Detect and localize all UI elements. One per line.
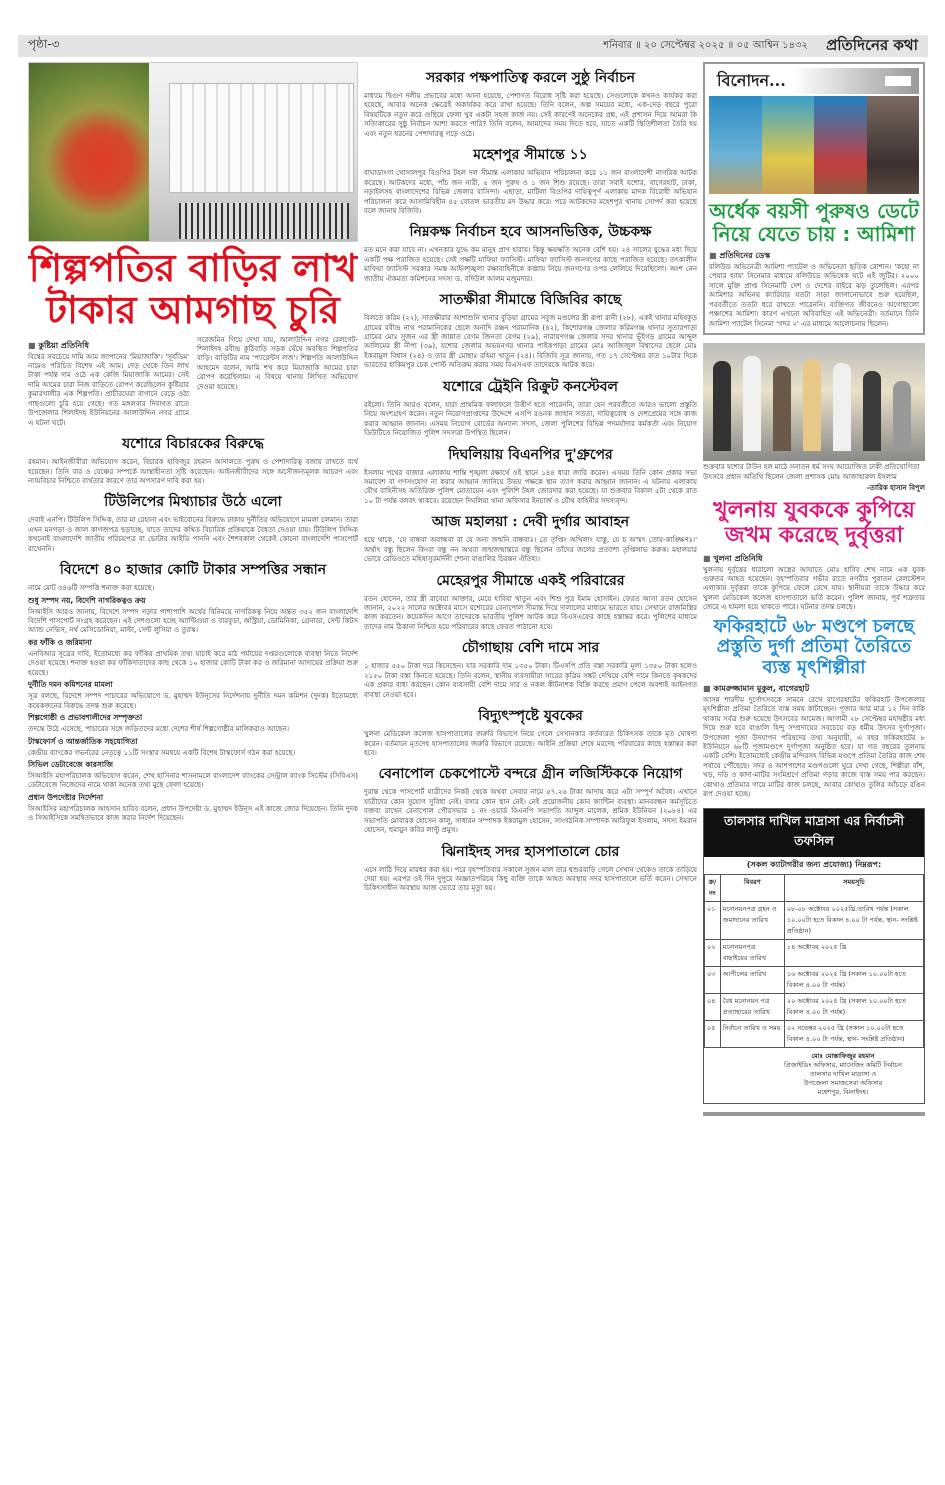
- section-headline[interactable]: ঝিনাইদহ সদর হাসপাতালে চোর: [441, 843, 620, 860]
- section-body: রইলো। তিনি আরও বলেন, যারা প্রাথমিক ফলাফলে উত্তীর্ণ হতে পারেননি, তারা যেন পরবর্তীতে আরও ভালো প্রস্তুতি নিয়ে অংশগ্রহণ করেন। নতুন নিয়োগপ্রাপ্তদের উদ্দেশে এসপি রওনক জাহান সততা, দায়িত্ববোধ ও দেশপ্রেমের সঙ্গে কাজ করার আহ্বান জানান। এসময় নিয়োগ বোর্ডের অন্যান্য সদস্য, জেলা পুলিশের বিভিন্ন পদমর্যাদার কর্মকর্তা এবং নিয়োগ ডিউটিতে নিয়োজিত পুলিশ সদস্যরা উপস্থিত ছিলেন।: [364, 400, 697, 438]
- section-headline[interactable]: সাতক্ষীরা সীমান্তে বিজিবির কাছে: [439, 292, 622, 309]
- table-header: ক্র/নং: [705, 874, 721, 901]
- signature-line: মহেশপুর, ঝিনাইদহ।: [817, 1087, 869, 1096]
- lead-body-b: সরেজমিন গিয়ে দেখা যায়, আলাউদ্দিন নগর রেলগেট-শিলাইদহ রবীন্দ্র কুঠিবাড়ি সড়ক ঘেঁষে অবস্থিত শিল্পপতির বাড়ি। বাড়িটির নাম 'প্যারেন্টস লজ'। শিল্পপতি আলাউদ্দিন আহমেদ বলেন, আমি শখ করে মিয়াজাকি আমের চারা রোপণ করেছিলাম। এ বিষয়ে থানায় লিখিত অভিযোগ দেওয়া হয়েছে।: [197, 335, 358, 391]
- election-notice: [703, 808, 925, 1104]
- middle-sections: [364, 66, 697, 894]
- section-body: রহমান। আইনজীবীরা অভিযোগ করেন, বিচারক হাফিজুর রহমান আদালতে পুরুষ ও পেশাদারিত্ব বজায় রাখতে ব্যর্থ হয়েছেন। তিনি বার ও বেঞ্চের সম্পর্কে আস্থাহীনতা সৃষ্টি করেছেন। আইনজীবীদের সঙ্গে অসৌজন্যমূলক আচরণ এবং ন্যায়বিচার নিশ্চিতে ব্যর্থতার কারণে তার অপসারণ দাবি করা হয়।: [28, 458, 358, 485]
- table-cell: ০৪: [705, 993, 721, 1020]
- signature-line: তালসার দাখিল মাদ্রাসা ও: [809, 1069, 877, 1078]
- schedule-table: [704, 874, 924, 1048]
- table-cell: ০৮-০৮ অক্টোবর ২০২৫খ্রি.তারিখ পর্যন্ত (সকাল ১০.০০টা হতে বিকাল ৪.০০ টা পর্যন্ত, স্থান- সংশ্লিষ্ট প্রতিষ্ঠান): [784, 901, 923, 939]
- bottom-rule: [703, 1112, 925, 1116]
- section-subheading: শিল্পগোষ্ঠী ও প্রভাবশালীদের সম্পৃক্ততা: [28, 713, 143, 723]
- table-cell: ১৪ অক্টোবর ২০২৫ খ্রি: [784, 939, 923, 966]
- section-headline[interactable]: যশোরে ট্রেইনি রিক্রুট কনস্টেবল: [443, 378, 618, 395]
- section-headline[interactable]: চৌগাছায় বেশি দামে সার: [461, 640, 600, 657]
- table-row: [705, 1020, 924, 1047]
- signature-line: উপজেলা সমাজসেবা অফিসার: [803, 1078, 883, 1087]
- section-body: মত মনে করা যাবে না। এখনকার যুদ্ধে কম মানুষ প্রাণ হারায়। কিন্তু ক্ষয়ক্ষতি অনেক বেশি হয়। ২৪ সালের যুদ্ধের মধ্য দিয়ে একটি পক্ষ পরাজিত হয়েছে। সেই পক্ষটি মাফিয়া ফ্যাসিস্ট। মাফিয়া ফ্যাসিস্ট জনগণের কাছে পরাজিত হয়েছে। তৎকালীন মাফিয়া ফ্যাসিস্ট সরকার সমস্ত আইনশৃঙ্খলা রক্ষাবাহিনীকে কব্জায় নিয়ে জনগণের ওপর লেলিয়ে দিয়েছিলো। অংশ নেন জাতীয় ঐকমত্য কমিশনের সদস্য ড. বদিউল আলম মজুমদার।: [364, 246, 697, 283]
- entertainment-box: [703, 62, 925, 335]
- mansion-mango-photo: [28, 62, 358, 242]
- table-cell: ০২ নভেম্বর ২০২৫ খ্রি (সকাল ১০.০০টা হতে বিকাল ৪.০০ টা পর্যন্ত, স্থান- সংশ্লিষ্ট প্রতিষ্ঠান): [784, 1020, 923, 1047]
- photo-4: [867, 96, 920, 194]
- photo-3: [814, 96, 867, 194]
- table-cell: ০৩: [705, 966, 721, 993]
- entertainment-headline[interactable]: অর্ধেক বয়সী পুরুষও ডেটে নিয়ে যেতে চায় : আমিশা: [709, 199, 919, 246]
- section-body: সিআইসির মহাপরিচালক আহসান হাবিব বলেন, প্রধান উপদেষ্টা ড. মুহাম্মদ ইউনূস এই কাজে জোর দিয়েছেন। তিনি দুদক ও সিআইসিকে সমন্বিতভাবে কাজ করার নির্দেশ দিয়েছেন।: [28, 804, 358, 823]
- section-headline[interactable]: সরকার পক্ষপাতিত্ব করলে সুষ্ঠু নির্বাচন: [426, 70, 635, 86]
- photo-1: [709, 96, 762, 194]
- entertainment-byline: ■ প্রতিদিনের ডেস্ক: [709, 250, 919, 263]
- right-column: [703, 62, 925, 1467]
- durga-byline: ■ কামরুজ্জামান মুকুল, বাগেরহাট: [703, 683, 925, 696]
- section-body: নামে মোট ৩৪৬টি সম্পত্তি শনাক্ত করা হয়েছে।: [28, 584, 155, 593]
- section-headline[interactable]: বেনাপোল চেকপোস্টে বন্দরে গ্রীন লজিস্টিককে নিয়োগ: [378, 766, 683, 783]
- section-body: সিআইসি মহাপরিচালক অভিযোগ করেন, শেখ হাসিনার শাসনামলে বাংলাদেশ ব্যাংকের সেন্ট্রাল ব্যাংক সিস্টেম (সিবিএস) ডেটাবেজে নিজেদের নামে থাকা অনেক তথ্য মুছে ফেলা হয়েছে।: [28, 771, 358, 790]
- section-headline[interactable]: টিউলিপের মিথ্যাচার উঠে এলো: [104, 494, 282, 511]
- table-cell: ১৬ অক্টোবর ২০২৫ খ্রি (সকাল ১০.০০টা হতে বিকাল ৪.০০ টা পর্যন্ত): [784, 966, 923, 993]
- entertainment-body: বলিউড অভিনেত্রী আমিশা প্যাটেল ও অভিনেতা হৃতিক রোশান। 'কহো না পেয়ার হ্যায়' সিনেমার মাধ্যমে বলিউডে অভিষেক ঘটে এই জুটির। ২০০০ সালে মুক্তি প্রাপ্ত সিনেমাটি দেশ ও দেশের বাইরে ঝড় তুলেছিল। এরপর আমিশার অভিনয় ক্যারিয়ার যতটা সাড়া জাগানোভাবে শুরু হয়েছিল, পরবর্তীতে ততটা ধরে রাখতে পারেননি। ব্যক্তিগত জীবনেও অগোছালো পঞ্চাশের আমিশা। কারণ এখনো অবিবাহিত এই অভিনেত্রী। বর্তমানে তিনি আমিশা প্যাটেল সিনেমা 'গদর ২' এর মাধ্যমে আলোচনায় ছিলেন।: [709, 263, 919, 328]
- signature-line: মোঃ মোস্তাফিজুর রহমান: [811, 1051, 875, 1060]
- section-body: দুরান্ত থেকে পাসপোর্ট যাত্রীদের নিকট থেকে অথবা সেবার নামে ৫৭.২৬ টাকা আদায় করে এটা সম্পূর্ণ অবৈধ। এখানে যাত্রীদের কোন সুযোগ সুবিধা নেই। বসার কোন স্থান নেই। নেই প্রয়োজনীয় কোন ক্যান্টিন ব্যবস্থা। মানববন্ধন কর্মসূচিতে বক্তব্য রাখেন বেনাপোল পৌরসভার ১ নং ওয়ার্ড বিএনপি সভাপতি আব্দুল মালেক, শ্রমিক ইউনিয়ন (২০৮৪) এর সভাপতি মোবারক হোসেন কালু, সাধারন সম্পাদক ইকরামুল হোসেন, সাংগঠনিক সম্পাদক আরিফুল ইসলাম, সদস্য ইমরান হোসেন, হুমায়ুন কবির লাল্টু প্রমুখ।: [364, 788, 697, 835]
- lead-byline: ■ কুষ্টিয়া প্রতিনিধি: [28, 340, 189, 353]
- khulna-byline: ■ খুলনা প্রতিনিধি: [703, 553, 925, 566]
- section-body: এনবিআর সূত্রের দাবি, ইতোমধ্যে কর ফাঁকির প্রাথমিক তথ্য যাচাই করে মাঠ পর্যায়ের দপ্তরগুলোকে ব্যবস্থা নিতে নির্দেশ দেওয়া হয়েছে। শনাক্ত হওয়া কর ফাঁকিদাতাদের কাছ থেকে ১০ হাজার কোটি টাকা কর ও জরিমানা আদায়ের প্রক্রিয়া শুরু হয়েছে।: [28, 649, 358, 677]
- photo-caption: শুক্রবার যশোর টাউন হল মাঠে সনাতন ধর্ম সংঘ আয়োজিত ঢাকী প্রতিযোগিতা উৎসবে প্রধান অতিথি ছিলেন জেলা প্রশাসক মোঃ আজাহারুল ইসলাম: [703, 463, 920, 481]
- notice-subtitle: (সকল ক্যাটাগরীর জন্য প্রযোজ্য) নিম্নরূপ:: [746, 859, 882, 869]
- section-body: তদন্তে উঠে এসেছে, পাচারের সঙ্গে জড়িতদের মধ্যে দেশের শীর্ষ শিল্পগোষ্ঠীর মালিকরাও আছেন।: [28, 725, 290, 734]
- table-cell: নির্বাচন তারিখ ও সময়: [720, 1020, 784, 1047]
- left-column: [28, 62, 358, 1467]
- mango-image: [29, 63, 149, 242]
- section-body: দেবাই এনপি। টিউলিপ সিদ্দিক, তার মা রেহানা এবং ভাইবোনের বিরুদ্ধে ঢাকায় দুর্নীতির অভিযোগে মামলা চলমান। তারা এখন মনগড়া ও জাল কাগজপত্র ছড়াচ্ছে, যাতে তাদের কথিত বিচারিক প্রক্রিয়াকে বৈধতা দেওয়া যায়। টিউলিপ সিদ্দিক কখনোই বাংলাদেশি জাতীয় পরিচয়পত্র বা ভোটার আইডি পাননি এবং শৈশবকাল থেকেই কোনো বাংলাদেশি পাসপোর্ট রাখেননি।: [28, 516, 358, 553]
- lead-headline[interactable]: শিল্পপতির বাড়ির লাখ টাকার আমগাছ চুরি: [28, 246, 358, 332]
- table-cell: ০১: [705, 901, 721, 939]
- section-body: কেন্দ্রীয় ব্যাংকের গভর্নরের নেতৃত্বে ১১টি সংস্থার সমন্বয়ে একটি বিশেষ টাস্কফোর্স গঠন করা হয়েছে।: [28, 748, 296, 757]
- entertainment-label: বিনোদন...: [709, 68, 919, 94]
- section-headline[interactable]: নিম্নকক্ষ নির্বাচন হবে আসনভিত্তিক, উচ্চকক্ষ: [409, 224, 652, 241]
- table-cell: ০২: [705, 939, 721, 966]
- section-subheading: দুর্নীতি দমন কমিশনের মামলা: [28, 680, 113, 690]
- signature-line: প্রিজাইডিং অফিসার, ম্যানেজিং কমিটি নির্বাচন: [784, 1060, 902, 1069]
- left-sections: [28, 432, 358, 824]
- section-body: ১ হাজার ৫৫০ টাকা দরে কিনেছেন। যার সরকারি দাম ১৩৫০ টাকা। টিএসপি প্রতি বস্তা সরকারি মূল্য ১৩৫০ টাকা হলেও ২১৫০ টাকা বস্তা কিনতে হয়েছে। তিনি বলেন, স্থানীয় ব্যবসায়ীরা সারের কৃত্রিম সঙ্কট দেখিয়ে বেশি দামে কিনতে কৃষকদের এক প্রকার বাধ্য করছেন। কোন ব্যবসায়ী বেশি দামে সার ও নকল কীটনাশক বিক্রি করছে প্রমাণ পেলে অবশ্যই আইনগত ব্যবস্থা নেওয়া হবে।: [364, 662, 697, 699]
- khulna-body: খুলনায় দুর্বৃত্তের ধারালো অস্ত্রের আঘাতে মোঃ হাবিব শেখ নামে এক যুবক গুরুতর আহত হয়েছেন। বৃহস্পতিবার গভীর রাতে নগরীর পুরাতন রেলস্টেশন এলাকায় দুর্বৃত্তরা তাকে কুপিয়ে ফেলে রেখে যায়। স্থানীয়রা তাকে উদ্ধার করে খুলনা মেডিকেল কলেজ হাসপাতালে ভর্তি করেন। পুলিশ জানায়, পূর্ব শত্রুতার জেরে এ হামলা হয়ে থাকতে পারে। ঘটনার তদন্ত চলছে।: [703, 565, 925, 612]
- durga-headline[interactable]: ফকিরহাটে ৬৮ মণ্ডপে চলছে প্রস্তুতি দুর্গা প্রতিমা তৈরিতে ব্যস্ত মৃৎশিল্পীরা: [713, 615, 915, 679]
- table-row: [705, 966, 924, 993]
- section-body: এসে লাঠি দিয়ে মারধর করা হয়। পরে বৃহস্পতিবার সকালে সুজন মাল তার শ্বশুরবাড়ি গেলে সেখান থেকেও তাকে তাড়িয়ে দেয়া হয়। এরপর ওই দিন দুপুরে অজ্ঞাতপরিচয় কিছু ব্যক্তি তাকে আহত অবস্থায় সদর হাসপাতালে ভর্তি করেন। সেখানে চিকিৎসাধীন অবস্থায় আজ ভোরে তার মৃত্যু হয়।: [364, 865, 697, 893]
- table-row: [705, 939, 924, 966]
- table-header: সময়সূচি: [784, 874, 923, 901]
- table-cell: মনোনয়নপত্র গ্রহন ও জমাদানের তারিখ: [720, 901, 784, 939]
- section-body: হয়ে থাকে, 'যে বান্ধবা অবান্ধবা বা যে অন্য জন্মনি বান্ধবাঃ। তে তৃপ্তিং অখিলাং যান্তু, যে চ অস্মৎ তোয়-কাঙ্ক্ষিণঃ।' অর্থাৎ বন্ধু ছিলেন কিংবা বন্ধু নন অথবা জন্মজন্মান্তরে বন্ধু ছিলেন তাঁদের জলের প্রত্যাশা তৃপ্তিলাভ করুক। মহালয়ার ভোরে রেডিওতে মহিষাসুরমর্দিনী শোনা বাঙালির চিরন্তন ঐতিহ্য।: [364, 536, 697, 564]
- photo-2: [762, 96, 815, 194]
- section-body: সিআইসি আরও জানায়, বিদেশে সম্পদ গড়ার পাশাপাশি অর্থের বিনিময়ে নাগরিকত্ব নিয়ে অন্তত ৩৫২ জন বাংলাদেশি বিদেশি পাসপোর্ট সংগ্রহ করেছেন। এই দেশগুলো হচ্ছে অ্যান্টিগুয়া ও বারবুডা, অস্ট্রিয়া, ডোমিনিকা, গ্রেনাডা, সেন্ট কিটস অ্যান্ড নেভিস, নর্থ মেসিডোনিয়া, মাল্টা, সেন্ট লুসিয়া ও তুরস্ক।: [28, 607, 358, 635]
- page-header: [18, 35, 928, 57]
- notice-title: তালসার দাখিল মাদ্রাসা এর নির্বাচনী তফসিল: [704, 809, 924, 857]
- gate-image: [179, 203, 349, 239]
- section-subheading: শুধু সম্পদ নয়, বিদেশি নাগরিকত্বও ক্রয়: [28, 595, 146, 605]
- section-body: বিলতে করিম (২২), সাতক্ষীরার আশাশুনি থানার বুড়িয়া গ্রামের সবুজ মণ্ডলের স্ত্রী রূপা রানী (২৮), একই থানার মহিষকুড় গ্রামের রবীন্দ্র নাথ পরামানিকের ছেলে অনাদি রঞ্জন পরামানিক (৪২), কিশোরগঞ্জ জেলার করিমগঞ্জ থানার সুতারপাড়া গ্রামের মোঃ সুজন এর স্ত্রী জান্নাত বেগম জিনতা বেগম (২৯), নারায়ণগঞ্জ জেলার সদর থানার ভূঁইগড় গ্রামের আব্দুল আলিমের স্ত্রী নীপা (৩৯), যশোর জেলার অভয়নগর থানার পাইকপাড়া গ্রামের মোঃ আজিজুল বিশ্বাসের ছেলে মোঃ ইকরামুল বিশ্বাস (২৪) ও তার স্ত্রী মোছাঃ রহিমা খাতুন (২৪)। বিজিবি সূত্র জানায়, গত ১৭ সেপ্টেম্বর রাত ১০টার দিকে ভারতের হাকিমপুর চেক পোস্ট অতিক্রম করার সময় বিএসএফ তাদেরকে আটক করে।: [364, 314, 697, 370]
- section-body: বাঘাডাংগা খোসালপুর বিওপির টহল দল সীমান্ত এলাকায় অভিযান পরিচালনা করে ১১ জন বাংলাদেশী নাগরিক আটক করেছে। আটকদের মধ্যে, পাঁচ জন নারী, ৫ জন পুরুষ ও ১ জন শিশু রয়েছে। তারা সবাই যশোর, বাগেরহাট, ঢাকা, নড়াইলসহ বাংলাদেশের বিভিন্ন জেলার বাসিন্দা। এছাড়া, মাটিলা বিওপির দায়িত্বপূর্ণ এলাকায় মাদক বিরোধী অভিযান পরিচালনা করে আসামিবিহীন ৪৫ বোতল ভারতীয় মদ উদ্ধার করে। পরে আটকদের মহেশপুর থানায় সোপর্দ করা হয়েছে বলে জানায় বিজিবি।: [364, 169, 697, 215]
- section-body: মাধ্যমে দ্বিগুণ দলীয় প্রভাবের মধ্যে আনা হয়েছে, পেশাগত বিরোধ সৃষ্টি করা হয়েছে। সেগুলোকে কখনও কার্যকর করা হয়েছে, আবার অনেক ক্ষেত্রেই অকার্যকর করে রাখা হয়েছে। তিনি বলেন, অল্প সময়ের মধ্যে, এক-দেড় বছরে পুরো বিষয়টিকে নতুন করে গুছিয়ে ফেলা খুব একটা সহজ কাজ নয়। সেই কারণেই অনেকের প্রশ্ন, এই প্রশাসন দিয়ে আমরা কি সত্যিকারের সুষ্ঠু নির্বাচন আশা করতে পারি? তিনি বলেন, আমাদের সময় দিতে হবে, যাতে একটি স্থিতিশীলতা তৈরি হয় এবং নতুন ধরনের পেশাদারত্ব গড়ে ওঠে।: [364, 92, 697, 138]
- section-body: ইসলাম পথের বাজার এলাকায় শান্তি শৃঙ্খলা রক্ষার্থে ওই স্থানে ১৪৪ ধারা জারি করেন। এসময় তিনি কোন প্রকার সভা সমাবেশ বা গণসংযোগ না করার আহ্বান জানিয়ে উভয় পক্ষকে স্থান ত্যাগ করার আহ্বান জানান। এ ঘটনায় এলাকায় যৌথ বাহিনীসহ অতিরিক্ত পুলিশ মোতায়েন এবং পুলিশি টহল জোরদার করা হয়েছে। যা শুক্রবার বিকাল ৫টা থেকে রাত ১০ টা পর্যন্ত বলবৎ থাকবে। রয়েছেন দিঘলিয়া থানা অফিসার ইনচার্জ ও যৌথ বাহিনীর সদস্যবৃন্দ।: [364, 468, 697, 505]
- table-header: বিবরণ: [720, 874, 784, 901]
- lead-body-a: বিশ্বের সবচেয়ে দামি আম জাপানের 'মিয়াজাকি'। 'সূর্যডিম' নামেও পরিচিত বিশেষ এই আম। দেড় থেকে তিন লাখ টাকা পর্যন্ত দাম ওঠে এক কেজি মিয়াজাকি আমের। সেই দামি আমের চারা নিজ বাড়িতে রোপণ করেছিলেন কুষ্টিয়ার কুমারখালীর এক শিল্পপতি। প্রাচীরঘেরা বাগানে বেড়ে ওঠা গাছগুলো চুরি হয়ে গেছে। গত মঙ্গলবার দিবাগত রাতে উপজেলার শিলাইদহ ইউনিয়নের আলাউদ্দিন নগর গ্রামে এ ঘটনা ঘটে।: [28, 352, 189, 427]
- table-cell: মনোনয়নপত্র বাছাইয়ের তারিখ: [720, 939, 784, 966]
- photo-credit: -তারিক হাসান বিপুল: [866, 483, 925, 492]
- section-body: খুলনা মেডিকেল কলেজ হাসপাতালের জরুরি বিভাগে নিয়ে গেলে সেখানকার কর্তব্যরত চিকিৎসক তাকে মৃত ঘোষণা করেন। বর্তমানে মৃতদেহ হাসপাতালের জরুরি বিভাগে রয়েছে। আইনি প্রক্রিয়া শেষে মরদেহ পরিবারের কাছে হস্তান্তর করা হবে।: [364, 730, 697, 757]
- section-subheading: প্রধান উপদেষ্টার নির্দেশনা: [28, 792, 104, 802]
- middle-column: [364, 62, 697, 1467]
- building-image: [169, 83, 354, 193]
- table-cell: ২০ অক্টোবর ২০২৫ খ্রি (সকাল ১০.০০টা হতে বিকাল ৪.০০ টা পর্যন্ত): [784, 993, 923, 1020]
- issue-date: শনিবার ॥ ২০ সেপ্টেম্বর ২০২৫ ॥ ০৫ আশ্বিন ১৪৩২: [603, 39, 809, 51]
- actress-photo-strip: [709, 96, 919, 194]
- table-cell: ০৫: [705, 1020, 721, 1047]
- masthead-logo: প্রতিদিনের কথা: [826, 35, 918, 54]
- section-headline[interactable]: যশোরে বিচারকের বিরুদ্ধে: [122, 436, 264, 453]
- section-body: রতন হোসেন, তার স্ত্রী রাবেয়া আক্তার, মেয়ে হাবিবা খাতুন এবং শিশু পুত্র ইমাম হোসাইন। ফেরত আসা রতন হোসেন জানান, ২০২২ সালের অক্টোবর মাসে যশোরের বেনাপোল সীমান্ত দিয়ে দালালের মাধ্যমে ভারতে যায়। সেখানে রাজমিস্ত্রির কাজ করতেন। কয়েকদিন আগে তাদেরকে ভারতীয় পুলিশ আটক করে বিএসএফের কাছে হস্তান্তর করে। পুলিশের মাধ্যমে তাদের নাম ঠিকানা নিশ্চিত হয়ে পরিবারের কাছে ফেরত পাঠানো হবে।: [364, 594, 697, 631]
- section-headline[interactable]: বিদ্যুৎস্পৃষ্টে যুবকের: [478, 708, 583, 725]
- table-row: [705, 901, 924, 939]
- event-photo: [703, 343, 925, 461]
- section-subheading: কর ফাঁকি ও জরিমানা: [28, 637, 92, 647]
- section-headline[interactable]: দিঘলিয়ায় বিএনপির দু'গ্রুপের: [448, 446, 613, 463]
- section-subheading: টাস্কফোর্স ও আন্তর্জাতিক সহযোগিতা: [28, 736, 138, 746]
- section-headline[interactable]: মেহেরপুর সীমান্তে একই পরিবারের: [436, 572, 625, 589]
- section-body: সূত্র বলছে, বিদেশে সম্পদ পাচারের অভিযোগে ড. মুহাম্মদ ইউনূসের নির্দেশনায় দুর্নীতি দমন কমিশন (দুদক) ইতোমধ্যে কয়েকজনের বিরুদ্ধে তদন্ত শুরু করেছে।: [28, 692, 358, 710]
- durga-body: আসন্ন শারদীয় দুর্গোৎসবকে সামনে রেখে বাগেরহাটের ফকিরহাট উপজেলার মৃৎশিল্পীরা প্রতিমা তৈরিতে ব্যস্ত সময় কাটাচ্ছেন। পূজার আর মাত্র ১২ দিন বাকি থাকায় সর্বত্র শুরু হয়েছে উৎসবের আমেজ। আগামী ২৮ সেপ্টেম্বর মহাষষ্ঠীর মধ্য দিয়ে শুরু হবে বাঙালি হিন্দু সম্প্রদায়ের সবচেয়ে বড় ধর্মীয় উৎসব দুর্গাপূজা। উপজেলা পূজা উদযাপন পরিষদের তথ্য অনুযায়ী, এ বছর ফকিরহাটের ৮ ইউনিয়নে ৬৮টি পূজামণ্ডপে দুর্গাপূজা অনুষ্ঠিত হবে। যা গত বছরের তুলনায় একটি বেশি। ইতোমধ্যেই কেন্দ্রীয় মন্দিরসহ বিভিন্ন মণ্ডপে প্রতিমা তৈরির কাজ শেষ পর্যায়ে পৌঁছেছে। সদর ও আশপাশের মণ্ডপগুলো ঘুরে দেখা গেছে, শিল্পীরা বাঁশ, খড়, দড়ি ও কাদা-মাটির সংমিশ্রণে প্রতিমা গড়ার কাজে ব্যস্ত সময় পার করছেন। কোথাও প্রতিমার গায়ে মাটির কাজ চলছে, আবার কোথাও তুলির আঁচড়ে রঙিন রূপ দেওয়া হচ্ছে।: [703, 695, 925, 799]
- section-headline[interactable]: বিদেশে ৪০ হাজার কোটি টাকার সম্পত্তির সন্ধান: [59, 562, 327, 579]
- khulna-headline[interactable]: খুলনায় যুবককে কুপিয়ে জখম করেছে দুর্বৃত্তরা: [713, 497, 915, 549]
- section-headline[interactable]: মহেশপুর সীমান্তে ১১: [473, 147, 588, 164]
- section-subheading: সিভিল ডেটাবেজে কারসাজি: [28, 759, 113, 769]
- table-cell: আপীলের তারিখ: [720, 966, 784, 993]
- table-cell: বৈধ মনোনয়ন পত্র প্রত্যাহারের তারিখ: [720, 993, 784, 1020]
- page-number: পৃষ্ঠা-৩: [28, 37, 60, 51]
- section-headline[interactable]: আজ মহালয়া : দেবী দুর্গার আবাহন: [431, 514, 630, 531]
- notice-signature: [704, 1048, 924, 1103]
- table-row: [705, 993, 924, 1020]
